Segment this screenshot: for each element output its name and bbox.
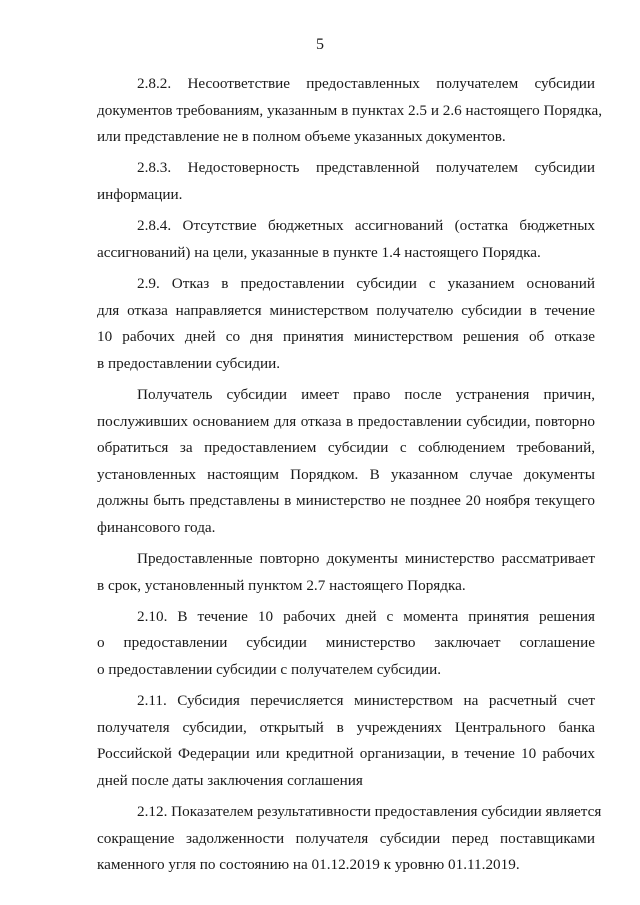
text-line: для отказа направляется министерством получателю субсидии в течение — [97, 301, 595, 319]
text-line: 2.10. В течение 10 рабочих дней с момента принятия решения — [137, 607, 595, 625]
text-line: Получатель субсидии имеет право после устранения причин, — [137, 385, 595, 403]
text-line: послуживших основанием для отказа в предоставлении субсидии, повторно — [97, 412, 595, 430]
text-line: 2.8.2. Несоответствие предоставленных получателем субсидии — [137, 75, 595, 92]
page-number: 5 — [316, 36, 324, 53]
text-line: 2.9. Отказ в предоставлении субсидии с указанием оснований — [137, 274, 595, 292]
paragraph-2-10 — [97, 604, 595, 684]
paragraph-resubmitted — [97, 546, 595, 599]
text-line: 2.11. Субсидия перечисляется министерством на расчетный счет — [137, 692, 595, 710]
document-body — [97, 71, 603, 884]
text-line: или представление не в полном объеме указанных документов. — [97, 128, 506, 146]
paragraph-2-8-2 — [97, 71, 603, 151]
paragraph-2-12 — [97, 799, 602, 879]
text-line: обратиться за предоставлением субсидии с соблюдением требований, — [97, 439, 595, 457]
text-line: сокращение задолженности получателя субсидии перед поставщиками — [97, 829, 595, 847]
text-line: 2.8.3. Недостоверность представленной получателем субсидии — [137, 159, 595, 177]
paragraph-2-9 — [97, 271, 595, 377]
text-line: информации. — [97, 185, 183, 203]
text-line: каменного угля по состоянию на 01.12.2019 к уровню 01.11.2019. — [97, 856, 520, 874]
text-line: Предоставленные повторно документы министерство рассматривает — [137, 550, 595, 568]
text-line: дней после даты заключения соглашения — [97, 772, 363, 789]
text-line: о предоставлении субсидии с получателем субсидии. — [97, 661, 442, 679]
text-line: 10 рабочих дней со дня принятия министерством решения об отказе — [97, 328, 595, 346]
paragraph-2-8-3 — [97, 155, 595, 208]
paragraph-recipient-right — [97, 382, 595, 542]
text-line: документов требованиям, указанным в пунктах 2.5 и 2.6 настоящего Порядка, — [97, 101, 603, 119]
text-line: должны быть представлены в министерство не позднее 20 ноября текущего — [97, 492, 595, 510]
text-line: финансового года. — [97, 518, 216, 536]
text-line: 2.8.4. Отсутствие бюджетных ассигнований (остатка бюджетных — [137, 217, 595, 235]
text-line: 2.12. Показателем результативности предоставления субсидии является — [137, 803, 602, 821]
text-line: в срок, установленный пунктом 2.7 настоящего Порядка. — [97, 576, 466, 594]
text-line: в предоставлении субсидии. — [97, 354, 281, 372]
text-line: ассигнований) на цели, указанные в пункте 1.4 настоящего Порядка. — [97, 243, 541, 261]
text-line: получателя субсидии, открытый в учреждениях Центрального банка — [97, 718, 595, 736]
paragraph-2-8-4 — [97, 213, 595, 266]
text-line: Российской Федерации или кредитной организации, в течение 10 рабочих — [97, 745, 595, 763]
text-line: о предоставлении субсидии министерство заключает соглашение — [97, 634, 595, 652]
paragraph-2-11 — [97, 688, 595, 794]
text-line: установленных настоящим Порядком. В указанном случае документы — [97, 465, 595, 483]
